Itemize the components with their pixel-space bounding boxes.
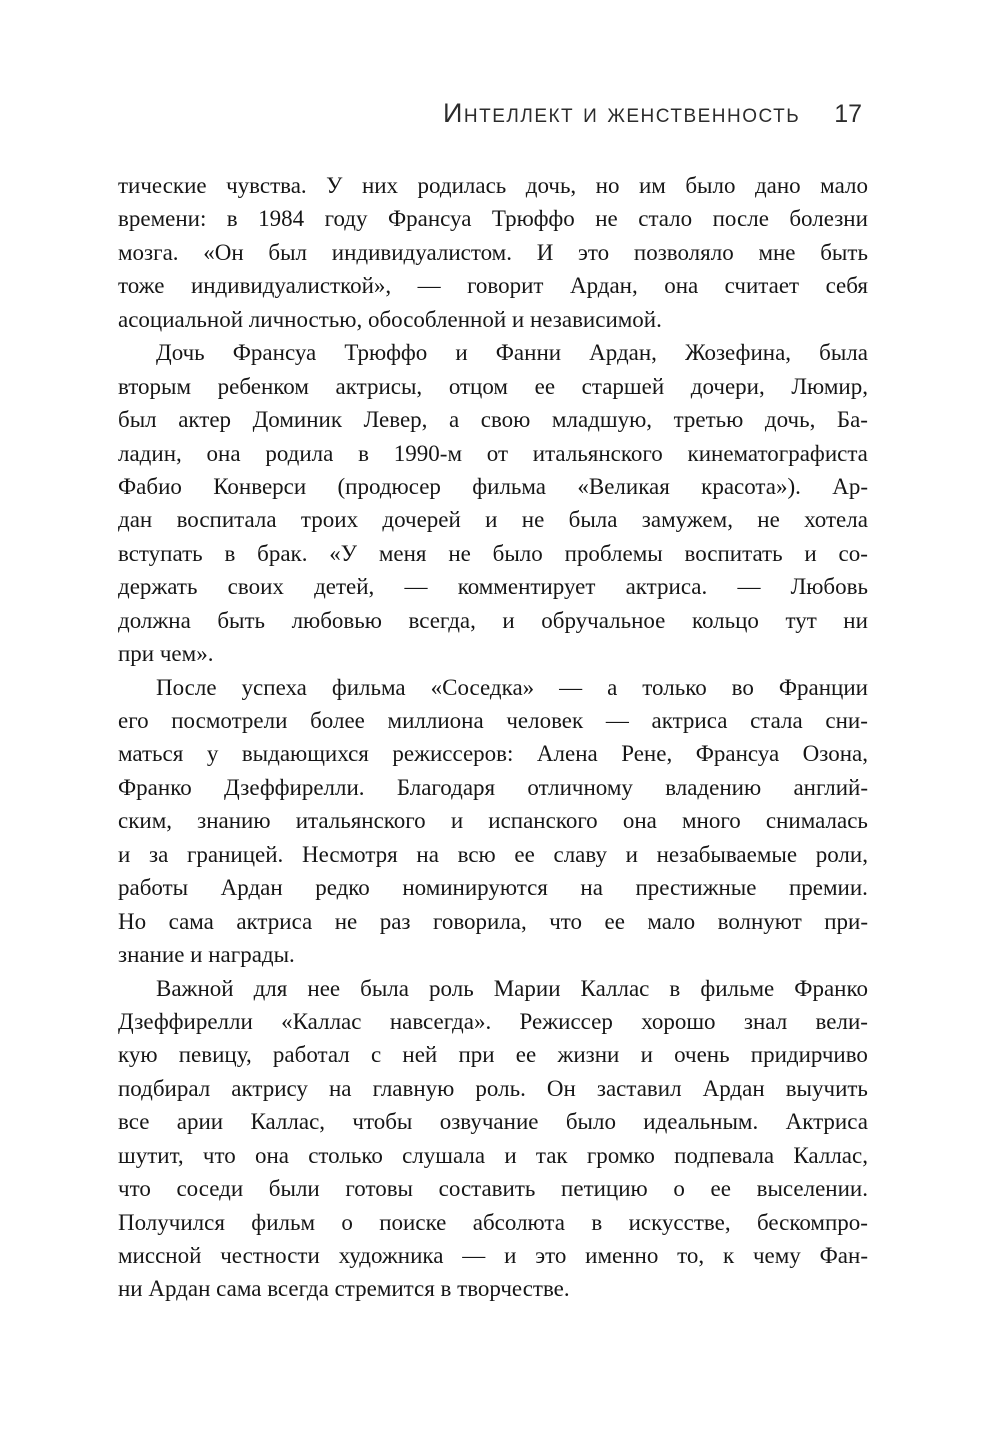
- text-line: Важной для нее была роль Марии Каллас в фильме Франко: [156, 975, 868, 1001]
- text-line: кую певицу, работал с ней при ее жизни и очень придирчиво: [118, 1042, 868, 1068]
- text-line: и за границей. Несмотря на всю ее славу и незабываемые роли,: [118, 841, 868, 867]
- text-line: дан воспитала троих дочерей и не была замужем, не хотела: [118, 507, 868, 533]
- text-line: маться у выдающихся режиссеров: Алена Рене, Франсуа Озона,: [118, 741, 868, 767]
- text-line: ским, знанию итальянского и испанского она много снималась: [118, 808, 868, 834]
- text-line: его посмотрели более миллиона человек — актриса стала сни-: [118, 708, 868, 733]
- paragraph: [118, 336, 868, 670]
- text-line: держать своих детей, — комментирует актриса. — Любовь: [118, 574, 868, 600]
- text-line: подбирал актрису на главную роль. Он заставил Ардан выучить: [118, 1075, 868, 1101]
- paragraph: [118, 671, 868, 972]
- text-line: Дочь Франсуа Трюффо и Фанни Ардан, Жозефина, была: [156, 340, 868, 366]
- text-line: что соседи были готовы составить петицию о ее выселении.: [118, 1176, 868, 1202]
- paragraph: [118, 169, 868, 336]
- text-line: Франко Дзеффирелли. Благодаря отличному владению англий-: [118, 774, 868, 800]
- text-line: ни Ардан сама всегда стремится в творчестве.: [118, 1276, 570, 1302]
- text-line: тические чувства. У них родилась дочь, но им было дано мало: [118, 173, 868, 198]
- text-line: шутит, что она столько слушала и так громко подпевала Каллас,: [118, 1142, 868, 1168]
- page-header: [118, 98, 862, 129]
- text-line: при чем».: [118, 641, 214, 667]
- text-line: Дзеффирелли «Каллас навсегда». Режиссер хорошо знал вели-: [118, 1008, 868, 1034]
- text-line: ладин, она родила в 1990-м от итальянского кинематографиста: [118, 440, 868, 466]
- page-number: 17: [834, 100, 862, 128]
- text-line: После успеха фильма «Соседка» — а только во Франции: [156, 674, 868, 700]
- text-line: мозга. «Он был индивидуалистом. И это позволяло мне быть: [118, 239, 868, 265]
- text-line: вторым ребенком актрисы, отцом ее старшей дочери, Люмир,: [118, 373, 868, 399]
- text-line: тоже индивидуалисткой», — говорит Ардан, она считает себя: [118, 273, 868, 299]
- text-line: асоциальной личностью, обособленной и независимой.: [118, 306, 662, 332]
- text-line: вступать в брак. «У меня не было проблемы воспитать и со-: [118, 540, 868, 566]
- running-head-title: Интеллект и женственность: [442, 98, 801, 128]
- text-line: должна быть любовью всегда, и обручальное кольцо тут ни: [118, 607, 868, 633]
- text-line: Получился фильм о поиске абсолюта в искусстве, бескомпро-: [118, 1209, 868, 1235]
- text-line: Но сама актриса не раз говорила, что ее мало волнуют при-: [118, 908, 868, 934]
- text-line: миссной честности художника — и это именно то, к чему Фан-: [118, 1243, 868, 1268]
- text-line: все арии Каллас, чтобы озвучание было идеальным. Актриса: [118, 1109, 868, 1135]
- text-line: знание и награды.: [118, 942, 295, 968]
- text-line: был актер Доминик Левер, а свою младшую, третью дочь, Ба-: [118, 407, 868, 433]
- text-line: Фабио Конверси (продюсер фильма «Великая красота»). Ар-: [118, 473, 868, 499]
- text-line: работы Ардан редко номинируются на престижные премии.: [118, 875, 868, 901]
- text-line: времени: в 1984 году Франсуа Трюффо не стало после болезни: [118, 206, 868, 232]
- paragraph: [118, 972, 868, 1306]
- page-body: [118, 169, 868, 1306]
